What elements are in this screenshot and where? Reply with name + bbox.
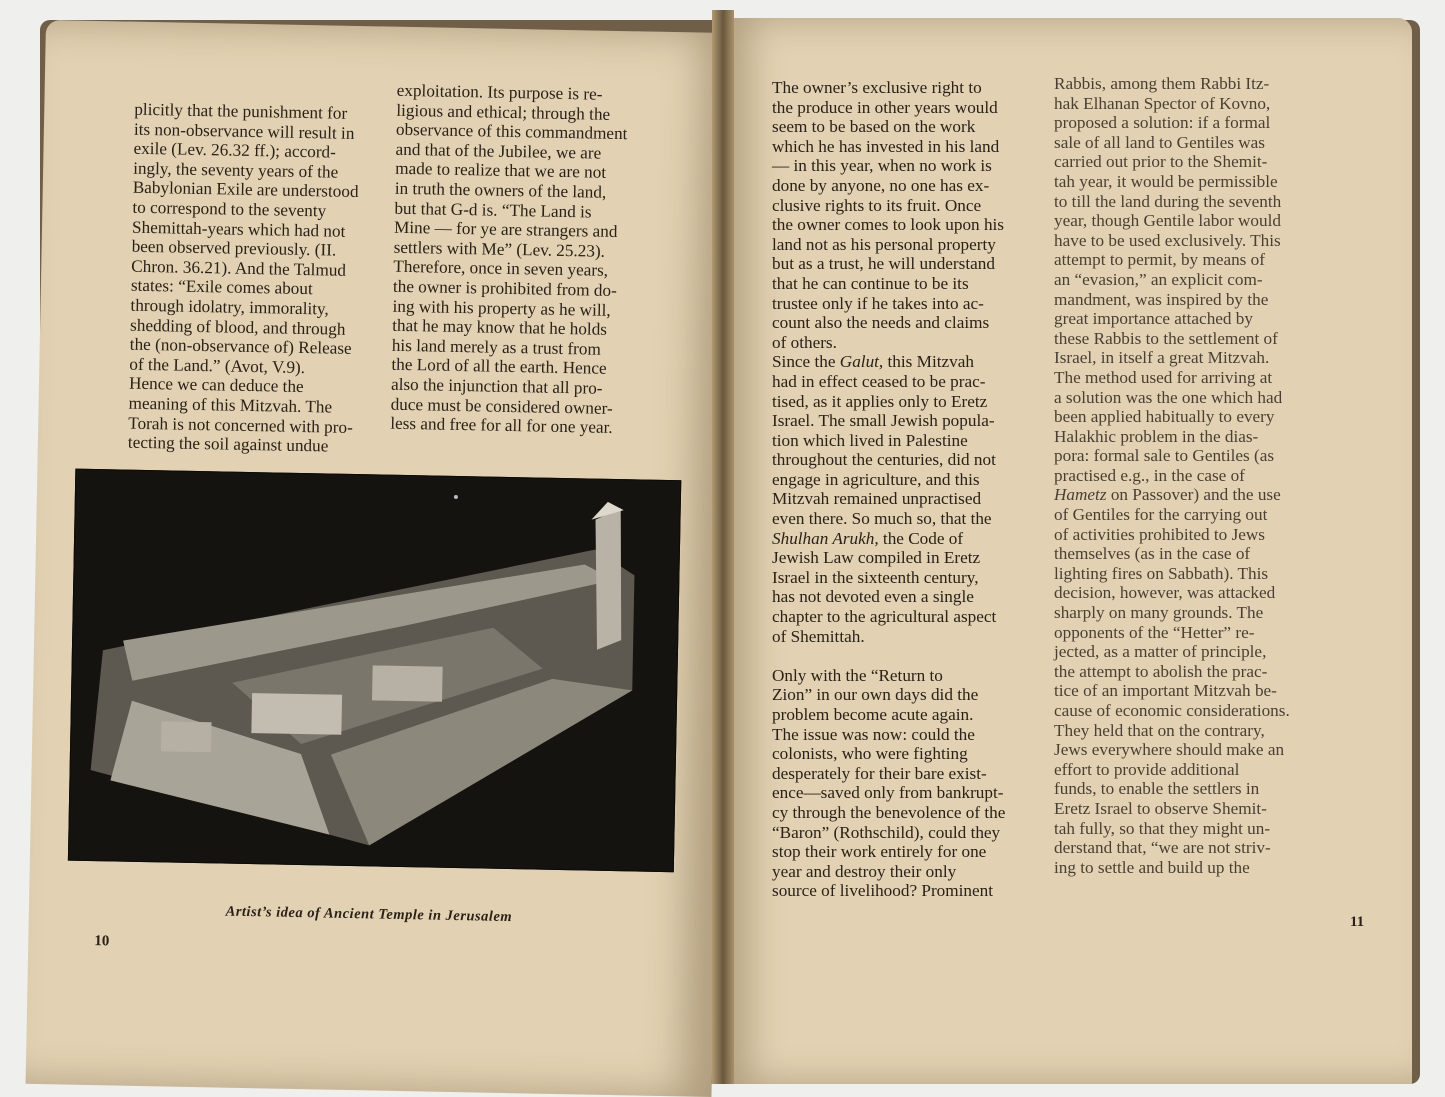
hametz-term: Hametz: [1054, 485, 1107, 505]
left-page-column-1: plicitly that the punishment for its non-observance will result in exile (Lev. 26.32 ff.); accord- ingly, the seventy years of the Babylonian Exile are understood to correspond to the seventy Shemittah-years which had not been observed previously. (II. Chron. 36.21). And the Talmud states: “Exile comes about through idolatry, immorality, shedding of blood, and through the (non-observance of) Release of the Land.” (Avot, V.9). Hence we can deduce the meaning of this Mitzvah. The Torah is not concerned with pro- tecting the soil against undue: [127, 99, 359, 456]
left-page: [26, 20, 732, 1097]
right-col1-paragraph-3: Only with the “Return to Zion” in our own days did the problem become acute again. The issue was now: could the colonists, who were fighting desperately for their bare exist- ence—saved only from bankrupt- cy through the benevolence of the “Baron” (Rothschild), could they stop their work entirely for one year and destroy their only source of livelihood? Prominent: [772, 665, 1006, 901]
illustration-caption: Artist’s idea of Ancient Temple in Jerusalem: [225, 903, 513, 926]
right-col1-paragraph-1: The owner’s exclusive right to the produce in other years would seem to be based on the work which he has invested in his land — in this year, when no work is done by anyone, no one has ex- clusive rights to its fruit. Once the owner comes to look upon his land not as his personal property but as a trust, he will understand that he can continue to be its trustee only if he takes into ac- count also the needs and claims of others.: [772, 78, 1004, 352]
galut-term: Galut,: [839, 352, 884, 372]
right-col2-text-end: on Passover) and the use of Gentiles for the carrying out of activities prohibited to Jews themselves (as in the case of lighting fires on Sabbath). This decision, however, was attacked sharply on many grounds. The opponents of the “Hetter” re- jected, as a matter of principle, the attempt to abolish the prac- tice of an important Mitzvah be- cause of economic considerations. They held that on the contrary, Jews everywhere should make an effort to provide additional funds, to enable the settlers in Eretz Israel to observe Shemit- tah fully, so that they might un- derstand that, “we are not striv- ing to settle and build up the: [1054, 485, 1290, 877]
temple-illustration: [68, 469, 681, 873]
right-page: [722, 18, 1412, 1084]
right-col1-paragraph-2-end: the Code of Jewish Law compiled in Eretz Israel in the sixteenth century, has not devoted even a single chapter to the agricultural aspect of Shemittah.: [772, 528, 997, 646]
page-number-left: 10: [94, 933, 110, 950]
booklet-spine: [712, 10, 734, 1084]
shulhan-arukh-term: Shulhan Arukh,: [772, 528, 879, 548]
page-number-right: 11: [1350, 914, 1365, 930]
right-col1-paragraph-2-start: Since the: [772, 352, 840, 372]
left-page-column-2: exploitation. Its purpose is re- ligious and ethical; through the observance of this commandment and that of the Jubilee, we are made to realize that we are not in truth the owners of the land, but that G-d is. “The Land is Mine — for ye are strangers and settlers with Me” (Lev. 25.23). Therefore, once in seven years, the owner is prohibited from do- ing with his property as he will, that he may know that he holds his land merely as a trust from the Lord of all the earth. Hence also the injunction that all pro- duce must be considered owner- less and free for all for one year.: [390, 80, 628, 438]
right-page-column-2: [1054, 74, 1332, 877]
right-col2-text-start: Rabbis, among them Rabbi Itz- hak Elhanan Spector of Kovno, proposed a solution: if a formal sale of all land to Gentiles was carried out prior to the Shemit- tah year, it would be permissible to till the land during the seventh year, though Gentile labor would have to be used exclusively. This attempt to permit, by means of an “evasion,” an explicit com- mandment, was inspired by the great importance attached by these Rabbis to the settlement of Israel, in itself a great Mitzvah. The method used for arriving at a solution was the one which had been applied habitually to every Halakhic problem in the dias- pora: formal sale to Gentiles (as practised e.g., in the case of: [1054, 74, 1283, 485]
right-col1-paragraph-2-middle: this Mitzvah had in effect ceased to be prac- tised, as it applies only to Eretz Israel. The small Jewish popula- tion which lived in Palestine throughout the centuries, did not engage in agriculture, and this Mitzvah remained unpractised even there. So much so, that the: [772, 352, 996, 529]
right-page-column-1: [772, 78, 1042, 901]
